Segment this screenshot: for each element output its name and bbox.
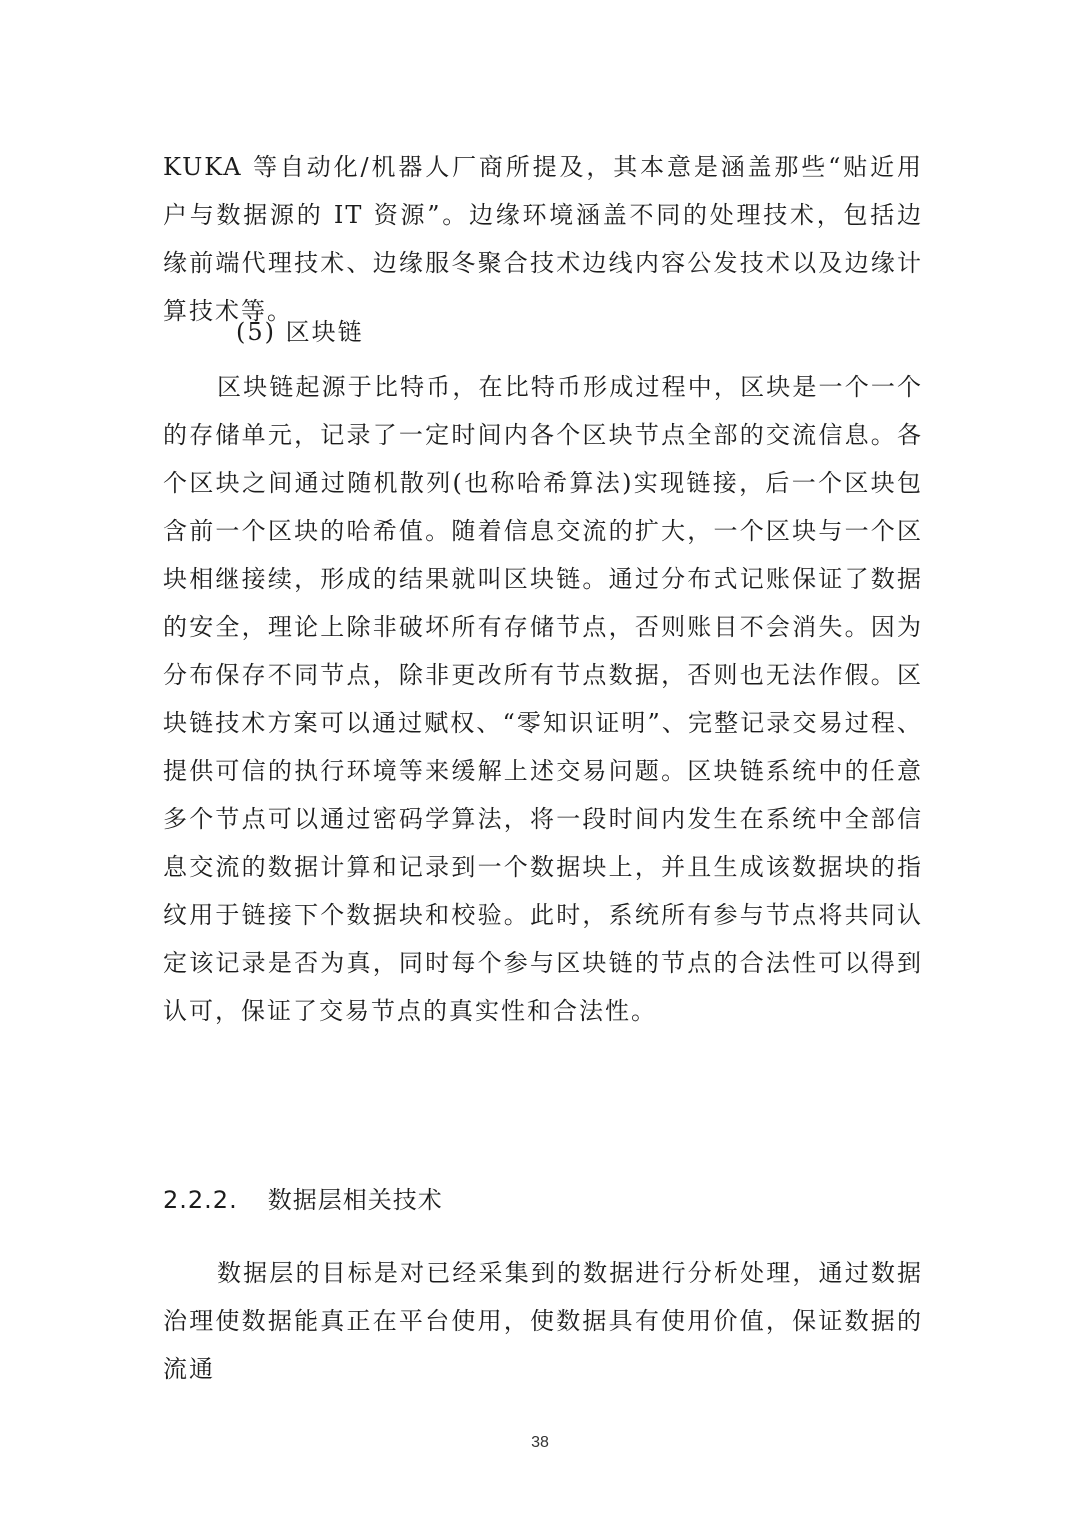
paragraph-data-layer: 数据层的目标是对已经采集到的数据进行分析处理，通过数据治理使数据能真正在平台使用，使数据具有使用价值，保证数据的流通	[163, 1259, 923, 1383]
section-heading	[163, 1176, 443, 1224]
section-number: 2.2.2.	[163, 1186, 238, 1214]
page-number: 38	[531, 1434, 549, 1451]
paragraph-edge-computing-continued: KUKA 等自动化/机器人厂商所提及，其本意是涵盖那些“贴近用户与数据源的 IT 资源”。边缘环境涵盖不同的处理技术，包括边缘前端代理技术、边缘服冬聚合技术边线内容公发技术以及边缘计算技术等。	[163, 153, 923, 325]
subheading-blockchain: (5) 区块链	[236, 318, 364, 346]
section-title: 数据层相关技术	[267, 1186, 443, 1214]
paragraph-blockchain: 区块链起源于比特币，在比特币形成过程中，区块是一个一个的存储单元，记录了一定时间内各个区块节点全部的交流信息。各个区块之间通过随机散列(也称哈希算法)实现链接，后一个区块包含前一个区块的哈希值。随着信息交流的扩大，一个区块与一个区块相继接续，形成的结果就叫区块链。通过分布式记账保证了数据的安全，理论上除非破坏所有存储节点，否则账目不会消失。因为分布保存不同节点，除非更改所有节点数据，否则也无法作假。区块链技术方案可以通过赋权、“零知识证明”、完整记录交易过程、提供可信的执行环境等来缓解上述交易问题。区块链系统中的任意多个节点可以通过密码学算法，将一段时间内发生在系统中全部信息交流的数据计算和记录到一个数据块上，并且生成该数据块的指纹用于链接下个数据块和校验。此时，系统所有参与节点将共同认定该记录是否为真，同时每个参与区块链的节点的合法性可以得到认可，保证了交易节点的真实性和合法性。	[163, 373, 923, 1025]
